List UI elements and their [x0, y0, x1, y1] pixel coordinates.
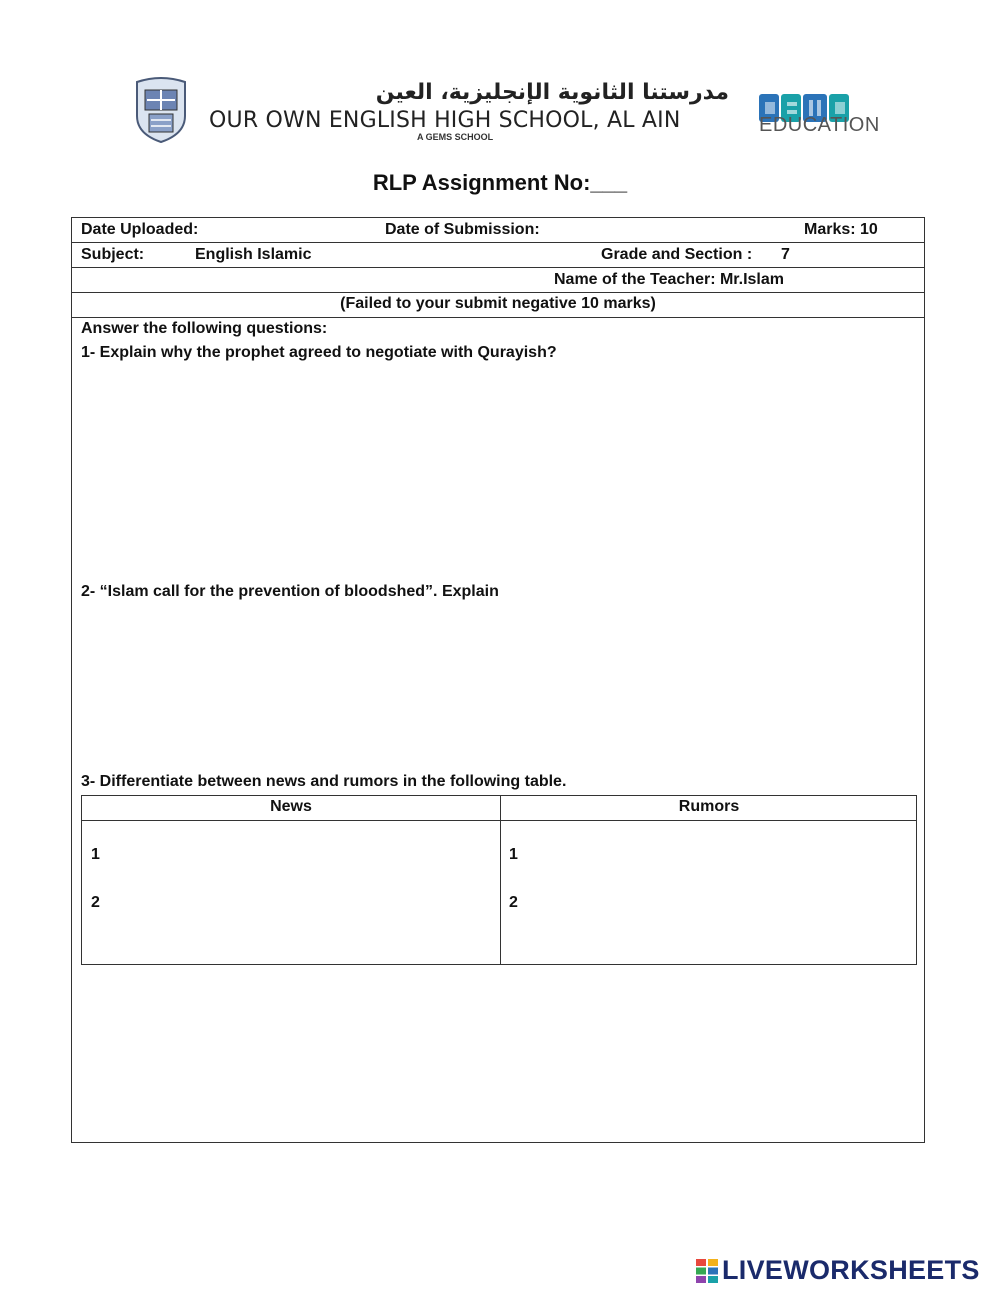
table-cell: 2: [509, 894, 518, 911]
date-submission-label: Date of Submission:: [385, 221, 540, 238]
row-divider: [72, 317, 924, 318]
header-divider: [82, 820, 916, 821]
school-name: OUR OWN ENGLISH HIGH SCHOOL, AL AIN: [209, 108, 681, 133]
table-cell: 2: [91, 894, 100, 911]
question-2: 2- “Islam call for the prevention of bloodshed”. Explain: [81, 583, 499, 600]
assignment-title: RLP Assignment No:___: [372, 170, 628, 195]
column-header-news: News: [270, 798, 312, 815]
row-divider: [72, 242, 924, 243]
row-divider: [72, 292, 924, 293]
school-subtitle: A GEMS SCHOOL: [417, 132, 494, 142]
column-divider: [500, 796, 501, 964]
school-crest-icon: [127, 76, 195, 144]
assignment-form: [71, 217, 925, 1143]
teacher-name: Name of the Teacher: Mr.Islam: [554, 271, 784, 288]
table-cell: 1: [509, 846, 518, 863]
instructions: Answer the following questions:: [81, 320, 328, 337]
question-3: 3- Differentiate between news and rumors in the following table.: [81, 773, 567, 790]
subject-value: English Islamic: [195, 246, 312, 263]
liveworksheets-icon: [696, 1259, 718, 1283]
subject-label: Subject:: [81, 246, 145, 263]
question-1: 1- Explain why the prophet agreed to negotiate with Qurayish?: [81, 344, 557, 361]
row-divider: [72, 267, 924, 268]
late-submission-warning: (Failed to your submit negative 10 marks): [340, 295, 656, 312]
liveworksheets-label: LIVEWORKSHEETS: [722, 1255, 980, 1285]
school-name-arabic: مدرستنا الثانوية الإنجليزية، العين: [375, 80, 729, 105]
date-uploaded-label: Date Uploaded:: [81, 221, 199, 238]
column-header-rumors: Rumors: [678, 798, 740, 815]
news-rumors-table: [81, 795, 917, 965]
table-cell: 1: [91, 846, 100, 863]
grade-label: Grade and Section :: [601, 246, 753, 263]
gems-education-label: EDUCATION: [759, 114, 880, 136]
grade-value: 7: [781, 246, 790, 263]
marks-label: Marks: 10: [804, 221, 878, 238]
school-header: [127, 74, 880, 154]
